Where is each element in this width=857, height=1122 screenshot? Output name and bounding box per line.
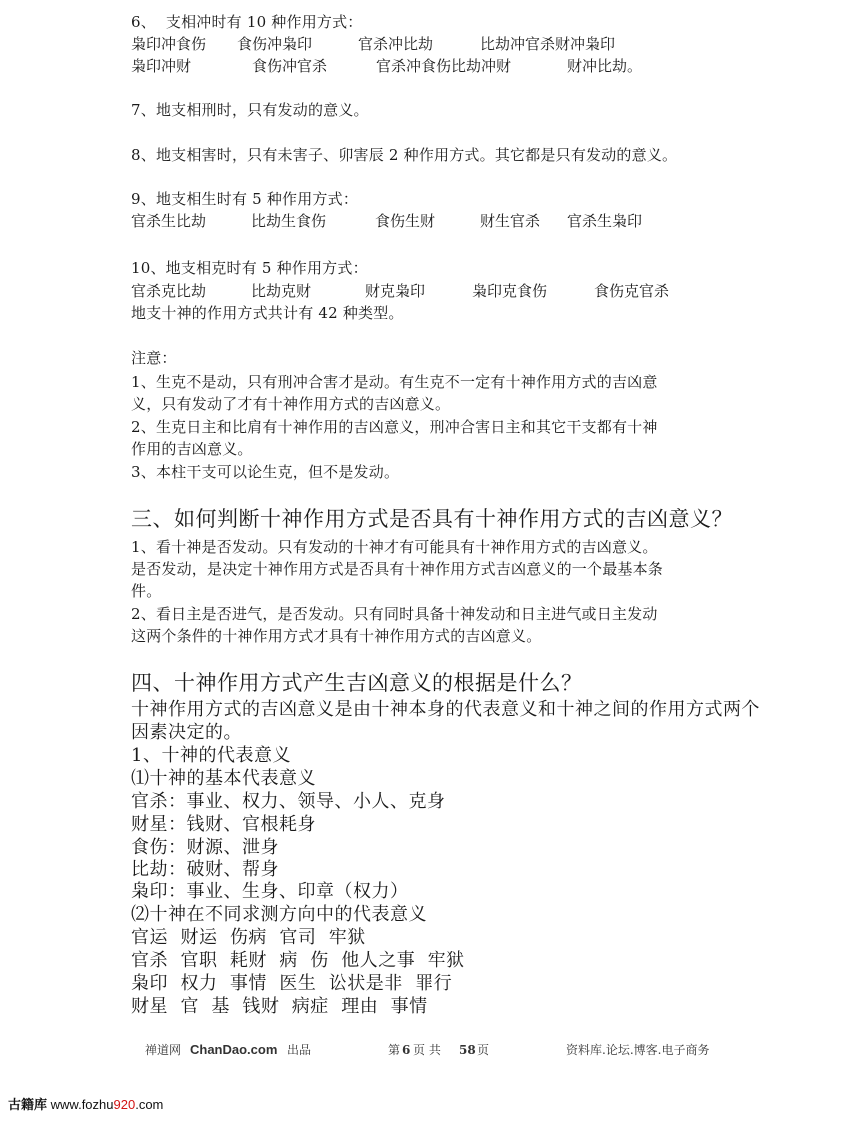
footer-page-total: 58: [459, 1043, 476, 1057]
note-line: 3、本柱干支可以论生克，但不是发动。: [131, 463, 400, 481]
watermark-url-a: www.fozhu: [50, 1097, 114, 1112]
sec6-row1-item: 官杀冲比劫: [358, 35, 434, 53]
section4-line: 官运 财运 伤病 官司 牢狱: [131, 927, 366, 948]
footer-made: 出品: [287, 1043, 312, 1057]
section3-line: 件。: [131, 582, 162, 600]
section4-line: 食伤：财源、泄身: [131, 837, 279, 858]
watermark: [8, 1095, 163, 1115]
sec10-item: 食伤克官杀: [594, 282, 670, 300]
sec10-item: 财克枭印: [365, 282, 426, 300]
footer-site: 禅道网: [145, 1043, 182, 1057]
sec7-line: 7、地支相刑时，只有发动的意义。: [131, 101, 369, 119]
sec10-item: 比劫克财: [251, 282, 312, 300]
sec6-row1-item: 枭印冲食伤: [131, 35, 207, 53]
sec9-item: 财生官杀: [480, 212, 541, 230]
section4-line: 财星 官 基 钱财 病症 理由 事情: [131, 996, 428, 1017]
page-footer: [0, 1040, 857, 1060]
sec10-total: 地支十神的作用方式共计有 42 种类型。: [131, 304, 404, 322]
section4-line: ⑵十神在不同求测方向中的代表意义: [131, 904, 427, 925]
watermark-url-b: .com: [135, 1097, 164, 1112]
sec6-row2-item: 官杀冲食伤比劫冲财: [376, 57, 512, 75]
section4-intro: 因素决定的。: [131, 722, 242, 743]
sec6-row2-item: 食伤冲官杀: [252, 57, 328, 75]
section3-line: 1、看十神是否发动。只有发动的十神才有可能具有十神作用方式的吉凶意义。: [131, 538, 658, 556]
section4-line: 枭印 权力 事情 医生 讼状是非 罪行: [131, 973, 453, 994]
note-title: 注意：: [131, 349, 177, 367]
sec6-row1-item: 比劫冲官杀财冲枭印: [480, 35, 616, 53]
section3-heading: 三、如何判断十神作用方式是否具有十神作用方式的吉凶意义？: [131, 507, 733, 531]
note-line: 1、生克不是动，只有刑冲合害才是动。有生克不一定有十神作用方式的吉凶意: [131, 373, 658, 391]
sec6-row2-item: 财冲比劫。: [567, 57, 643, 75]
watermark-url-num: 920: [113, 1097, 136, 1112]
section3-line: 这两个条件的十神作用方式才具有十神作用方式的吉凶意义。: [131, 627, 542, 645]
footer-right-text: 资料库.论坛.博客.电子商务: [566, 1043, 710, 1057]
watermark-name: 古籍库: [8, 1097, 48, 1112]
section4-heading: 四、十神作用方式产生吉凶意义的根据是什么？: [131, 671, 583, 695]
note-line: 作用的吉凶意义。: [131, 440, 253, 458]
note-line: 义，只有发动了才有十神作用方式的吉凶意义。: [131, 395, 451, 413]
sec10-item: 官杀克比劫: [131, 282, 207, 300]
sec6-row1-item: 食伤冲枭印: [237, 35, 313, 53]
footer-brand: ChanDao.com: [190, 1042, 278, 1057]
section4-intro: 十神作用方式的吉凶意义是由十神本身的代表意义和十神之间的作用方式两个: [131, 699, 760, 720]
sec8-line: 8、地支相害时，只有未害子、卯害辰 2 种作用方式。其它都是只有发动的意义。: [131, 146, 678, 164]
section4-line: ⑴十神的基本代表意义: [131, 768, 316, 789]
note-line: 2、生克日主和比肩有十神作用的吉凶意义，刑冲合害日主和其它干支都有十神: [131, 418, 658, 436]
sec9-item: 官杀生比劫: [131, 212, 207, 230]
section4-line: 比劫：破财、帮身: [131, 859, 279, 880]
sec6-title: 6、 支相冲时有 10 种作用方式：: [131, 13, 363, 31]
footer-page-suffix: 页: [477, 1043, 490, 1057]
footer-page-mid: 页 共: [413, 1043, 441, 1057]
sec9-item: 食伤生财: [375, 212, 436, 230]
sec6-row2-item: 枭印冲财: [131, 57, 192, 75]
sec10-title: 10、地支相克时有 5 种作用方式：: [131, 259, 368, 277]
sec9-item: 比劫生食伤: [251, 212, 327, 230]
sec10-item: 枭印克食伤: [472, 282, 548, 300]
section4-line: 官杀 官职 耗财 病 伤 他人之事 牢狱: [131, 950, 465, 971]
section4-line: 财星：钱财、官根耗身: [131, 814, 316, 835]
footer-page-number: 6: [402, 1043, 411, 1057]
section3-line: 2、看日主是否进气，是否发动。只有同时具备十神发动和日主进气或日主发动: [131, 605, 658, 623]
sec9-item: 官杀生枭印: [567, 212, 643, 230]
footer-page-prefix: 第: [388, 1043, 401, 1057]
sec9-title: 9、地支相生时有 5 种作用方式：: [131, 190, 359, 208]
section4-line: 1、十神的代表意义: [131, 745, 291, 766]
section4-line: 官杀：事业、权力、领导、小人、克身: [131, 791, 446, 812]
section3-line: 是否发动，是决定十神作用方式是否具有十神作用方式吉凶意义的一个最基本条: [131, 560, 664, 578]
section4-line: 枭印：事业、生身、印章（权力）: [131, 881, 409, 902]
